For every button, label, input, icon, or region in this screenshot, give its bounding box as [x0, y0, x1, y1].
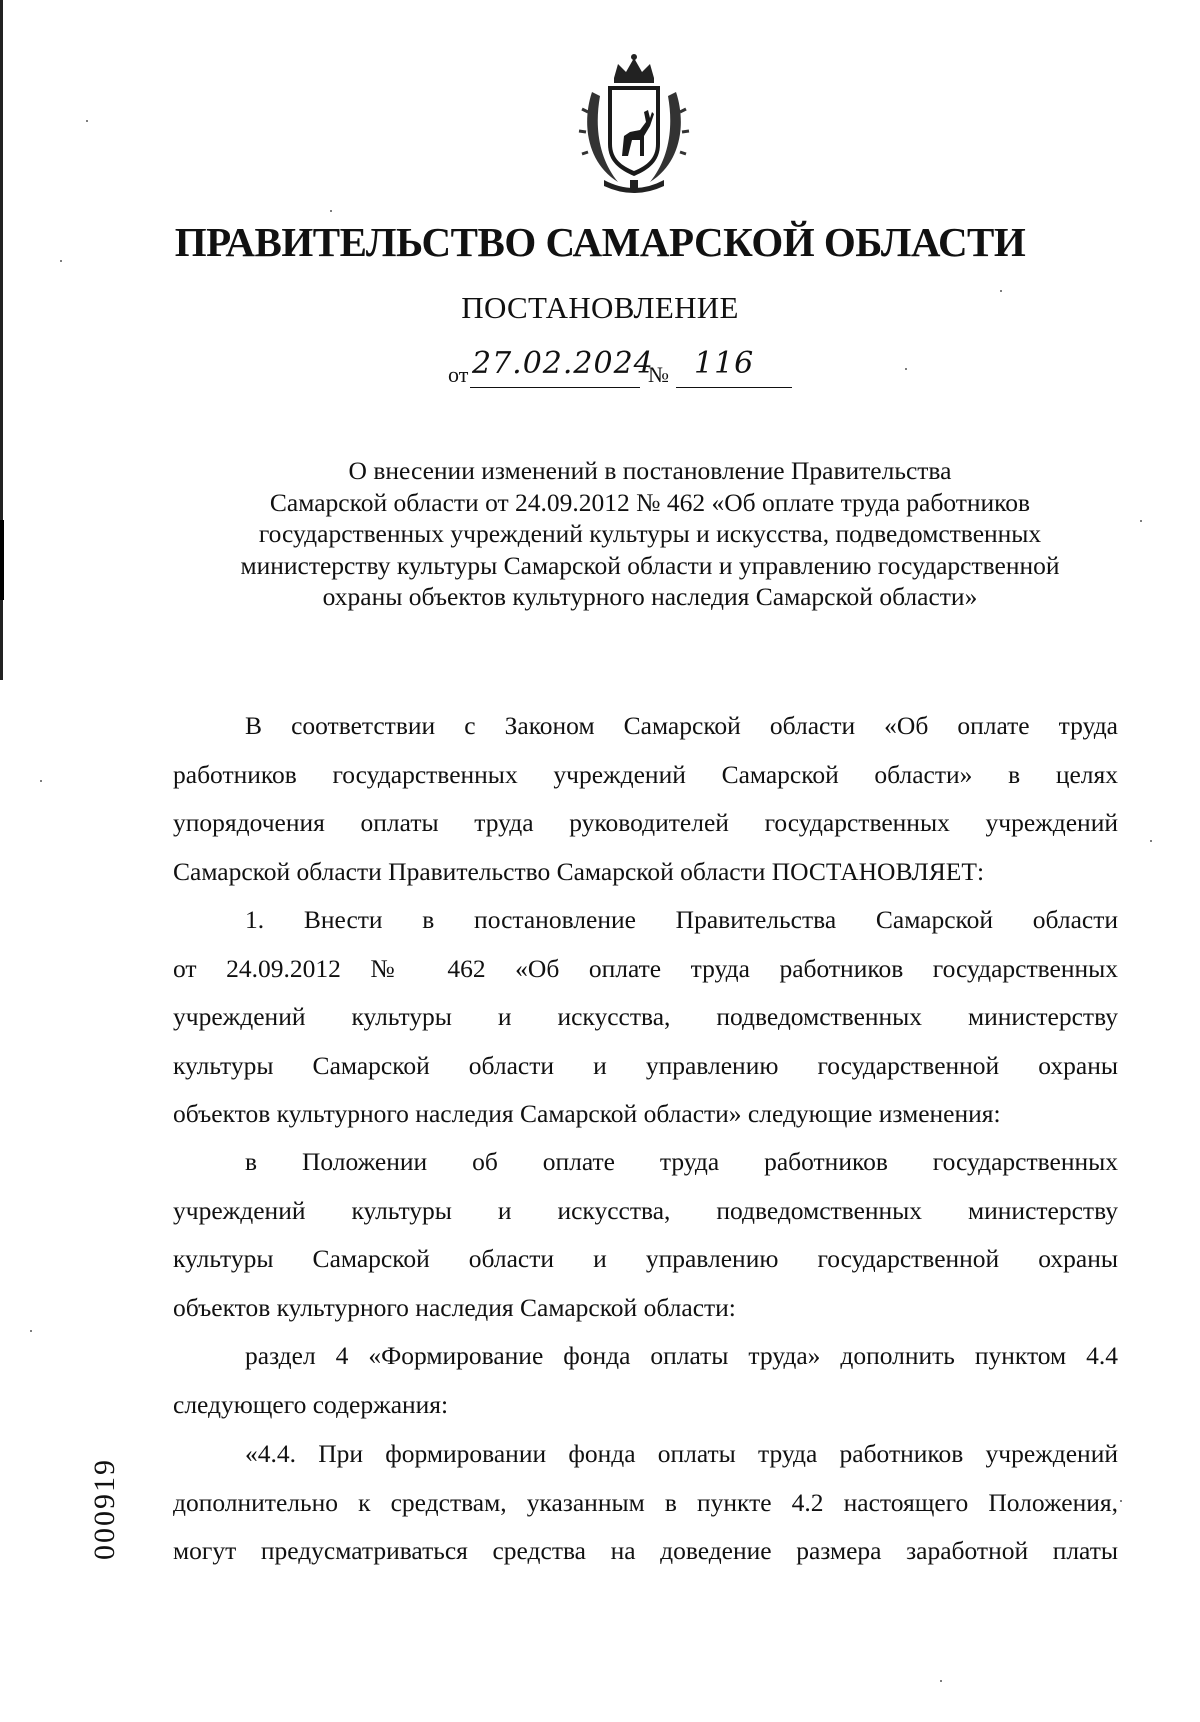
body-line: культуры Самарской области и управлению государственной охраны [173, 1244, 1118, 1273]
body-paragraph-5 [173, 1430, 1118, 1576]
body-line: работников государственных учреждений Самарской области» в целях [173, 759, 1118, 789]
body-line: культуры Самарской области и управлению государственной охраны [173, 1050, 1118, 1080]
body-line: в Положении об оплате труда работников государственных [245, 1147, 1118, 1176]
subject-line: министерству культуры Самарской области и управлению государственной [240, 550, 1060, 580]
side-registration-number: 000919 [88, 1458, 121, 1560]
body-paragraph-3 [173, 1138, 1118, 1332]
body-line: от 24.09.2012 № 462 «Об оплате труда работников государственных [173, 953, 1118, 983]
scan-speck [60, 260, 62, 262]
scan-speck [330, 210, 332, 212]
handwritten-number: 116 [694, 346, 755, 381]
body-paragraph-1 [173, 702, 1118, 896]
body-line: учреждений культуры и искусства, подведомственных министерству [173, 1002, 1118, 1031]
body-line: следующего содержания: [173, 1389, 449, 1419]
body-line: могут предусматриваться средства на доведение размера заработной платы [173, 1536, 1118, 1565]
subject-line: О внесении изменений в постановление Правительства [348, 456, 952, 485]
scan-speck [40, 780, 42, 782]
body-line: упорядочения оплаты труда руководителей государственных учреждений [173, 808, 1118, 837]
scan-speck [1140, 520, 1142, 522]
body-line: дополнительно к средствам, указанным в пункте 4.2 настоящего Положения, [173, 1487, 1118, 1517]
scan-speck [1150, 840, 1152, 842]
subject-line: Самарской области от 24.09.2012 № 462 «Об оплате труда работников [269, 487, 1031, 517]
scan-speck [30, 1330, 32, 1332]
samara-coat-of-arms-icon [578, 52, 690, 194]
body-line: В соответствии с Законом Самарской области «Об оплате труда [245, 711, 1118, 740]
body-line: объектов культурного наследия Самарской области: [173, 1292, 736, 1322]
government-title: ПРАВИТЕЛЬСТВО САМАРСКОЙ ОБЛАСТИ [174, 219, 1026, 265]
subject-line: охраны объектов культурного наследия Самарской области» [322, 582, 978, 611]
number-underline [676, 387, 792, 388]
subject-line: государственных учреждений культуры и искусства, подведомственных [258, 519, 1042, 548]
scan-speck [86, 120, 88, 122]
date-prefix: от [448, 362, 469, 387]
scan-speck [1000, 290, 1002, 292]
scan-speck [1120, 1500, 1122, 1502]
body-line: учреждений культуры и искусства, подведомственных министерству [173, 1195, 1118, 1225]
handwritten-date: 27.02.2024 [472, 346, 654, 381]
body-line: раздел 4 «Формирование фонда оплаты труда» дополнить пунктом 4.4 [245, 1341, 1118, 1370]
body-line: «4.4. При формировании фонда оплаты труда работников учреждений [245, 1439, 1118, 1468]
scan-edge-mark [0, 520, 4, 600]
number-prefix: № [648, 362, 669, 387]
body-line: объектов культурного наследия Самарской области» следующие изменения: [173, 1099, 1001, 1128]
body-line: Самарской области Правительство Самарской области ПОСТАНОВЛЯЕТ: [173, 856, 985, 886]
body-paragraph-4 [173, 1332, 1118, 1429]
scan-speck [940, 1680, 942, 1682]
body-line: 1. Внести в постановление Правительства Самарской области [245, 905, 1118, 934]
document-type: ПОСТАНОВЛЕНИЕ [461, 290, 739, 325]
date-underline [470, 387, 640, 388]
scan-speck [905, 368, 907, 370]
document-subject [180, 455, 1120, 613]
body-paragraph-2 [173, 896, 1118, 1139]
